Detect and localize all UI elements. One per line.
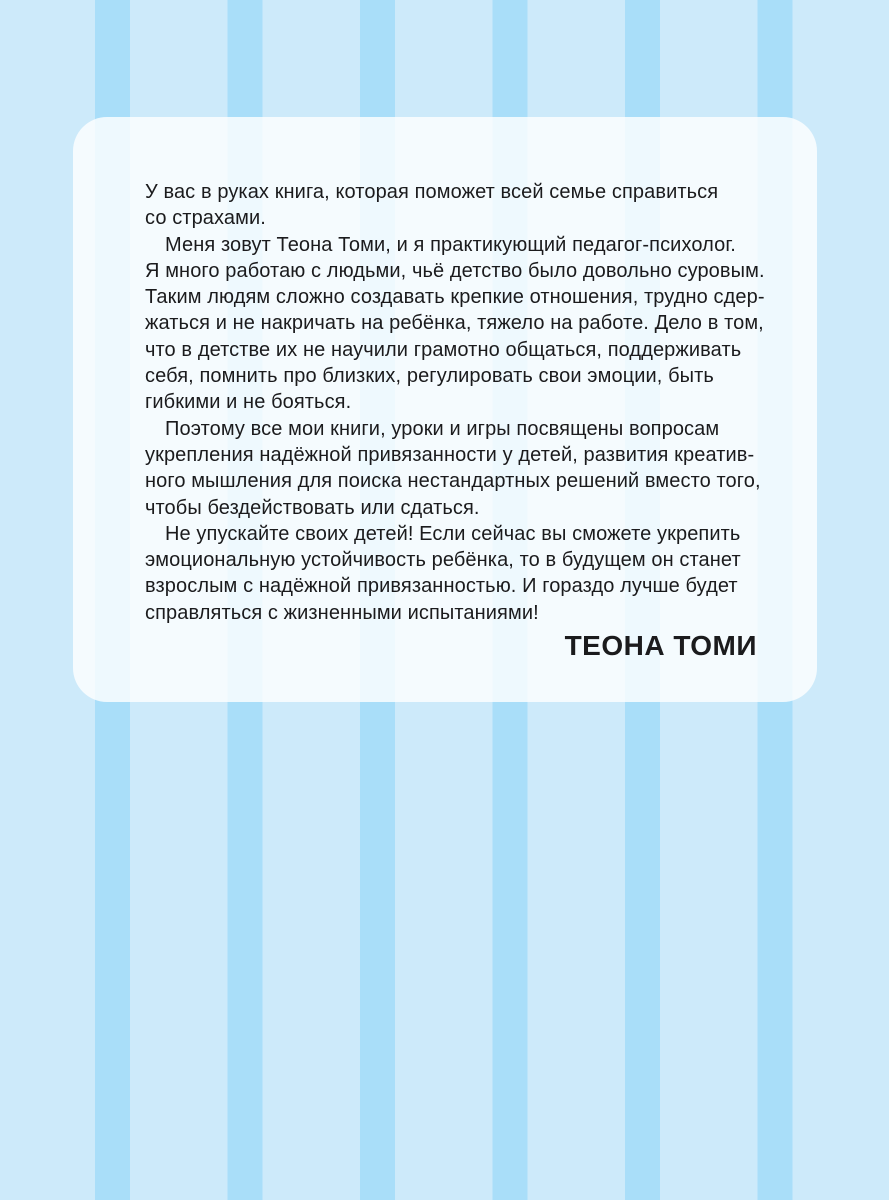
author-signature: ТЕОНА ТОМИ (564, 630, 757, 662)
text-line: Таким людям сложно создавать крепкие отношения, трудно сдер- (145, 286, 765, 309)
text-line: У вас в руках книга, которая поможет всей семье справиться (145, 181, 719, 203)
text-line: что в детстве их не научили грамотно общаться, поддерживать (145, 338, 742, 361)
text-line: взрослым с надёжной привязанностью. И гораздо лучше будет (145, 575, 738, 598)
text-line: справляться с жизненными испытаниями! (145, 601, 539, 624)
text-line: эмоциональную устойчивость ребёнка, то в будущем он станет (145, 549, 741, 572)
text-line: Я много работаю с людьми, чьё детство было довольно суровым. (145, 259, 765, 282)
intro-lines (145, 179, 765, 626)
text-line: гибкими и не бояться. (145, 391, 352, 414)
text-line: жаться и не накричать на ребёнка, тяжело на работе. Дело в том, (145, 312, 764, 335)
text-line: чтобы бездействовать или сдаться. (145, 496, 480, 519)
intro-text-block (145, 179, 765, 663)
text-line: укрепления надёжной привязанности у детей, развития креатив- (145, 443, 755, 466)
text-line: ного мышления для поиска нестандартных решений вместо того, (145, 470, 761, 493)
text-line: со страхами. (145, 207, 266, 230)
text-line: Не упускайте своих детей! Если сейчас вы сможете укрепить (165, 522, 741, 545)
text-line: Меня зовут Теона Томи, и я практикующий педагог-психолог. (165, 233, 736, 256)
text-line: Поэтому все мои книги, уроки и игры посвящены вопросам (165, 417, 720, 440)
text-line: себя, помнить про близких, регулировать свои эмоции, быть (145, 365, 714, 388)
intro-text-card (73, 117, 817, 702)
